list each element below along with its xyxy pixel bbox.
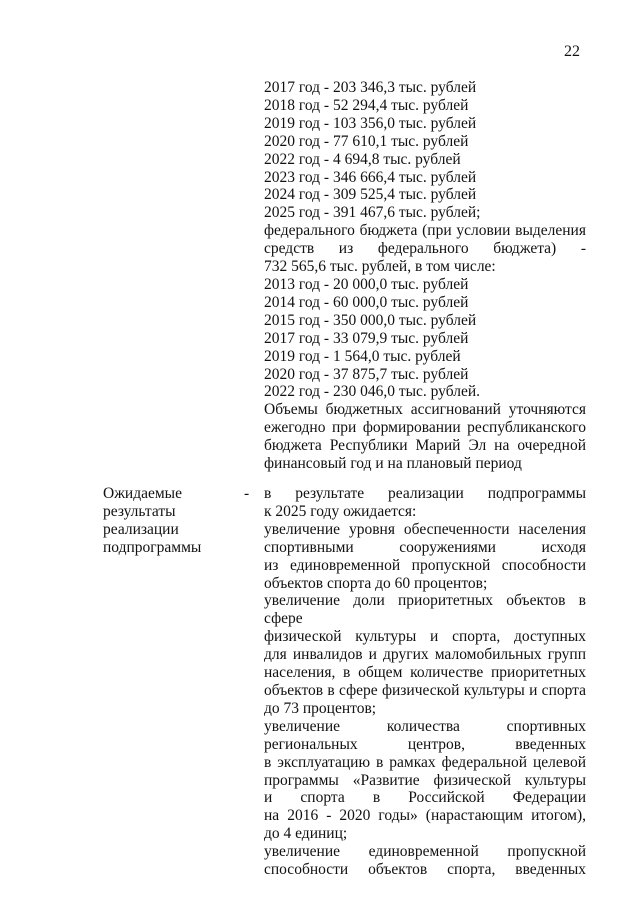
results-text — [264, 485, 586, 879]
results-label-line: подпрограммы — [103, 538, 202, 556]
results-line: для инвалидов и других маломобильных групп — [264, 646, 586, 664]
results-line: увеличение единовременной пропускной — [264, 843, 586, 861]
results-dash: - — [244, 485, 250, 502]
federal-year-line: 2014 год - 60 000,0 тыс. рублей — [264, 293, 469, 311]
budget-year-line: 2020 год - 77 610,1 тыс. рублей — [264, 132, 469, 150]
results-line: до 73 процентов; — [264, 699, 377, 717]
budget-year-line: 2017 год - 203 346,3 тыс. рублей — [264, 79, 477, 96]
results-line: увеличение доли приоритетных объектов в сфере — [264, 592, 586, 628]
budget-section — [264, 79, 586, 473]
results-label-line: результаты — [103, 502, 176, 520]
results-label-line: реализации — [103, 520, 179, 538]
results-line: в результате реализации подпрограммы — [264, 485, 586, 502]
federal-year-line: 2017 год - 33 079,9 тыс. рублей — [264, 329, 469, 347]
federal-year-line: 2019 год - 1 564,0 тыс. рублей — [264, 347, 461, 365]
results-line: к 2025 году ожидается: — [264, 502, 417, 520]
federal-intro-line: 732 565,6 тыс. рублей, в том числе: — [264, 258, 496, 276]
results-label-line: Ожидаемые — [103, 485, 182, 502]
federal-year-line: 2015 год - 350 000,0 тыс. рублей — [264, 311, 477, 329]
budget-year-line: 2019 год - 103 356,0 тыс. рублей — [264, 114, 477, 132]
results-line: из единовременной пропускной способности — [264, 556, 586, 574]
results-line: региональных центров, введенных — [264, 735, 586, 753]
results-line: способности объектов спорта, введенных — [264, 861, 586, 879]
budget-year-line: 2024 год - 309 525,4 тыс. рублей — [264, 186, 477, 204]
results-label — [103, 485, 223, 557]
results-line: увеличение уровня обеспеченности населения — [264, 520, 586, 538]
federal-year-line: 2013 год - 20 000,0 тыс. рублей — [264, 275, 469, 293]
results-line: в эксплуатацию в рамках федеральной целевой — [264, 753, 586, 771]
budget-year-line: 2025 год - 391 467,6 тыс. рублей; — [264, 204, 481, 222]
note-line: ежегодно при формировании республиканского — [264, 419, 586, 437]
results-line: физической культуры и спорта, доступных — [264, 628, 586, 646]
federal-intro-line: средств из федерального бюджета) - — [264, 240, 586, 258]
page-number: 22 — [564, 43, 580, 60]
results-line: на 2016 - 2020 годы» (нарастающим итогом), — [264, 807, 586, 825]
results-line: объектов спорта до 60 процентов; — [264, 574, 488, 592]
federal-intro-line: федерального бюджета (при условии выделения — [264, 222, 586, 240]
budget-year-line: 2018 год - 52 294,4 тыс. рублей — [264, 96, 469, 114]
results-line: объектов в сфере физической культуры и спорта — [264, 681, 586, 699]
budget-year-line: 2022 год - 4 694,8 тыс. рублей — [264, 150, 461, 168]
results-line: до 4 единиц; — [264, 825, 348, 843]
federal-year-line: 2020 год - 37 875,7 тыс. рублей — [264, 365, 469, 383]
results-line: программы «Развитие физической культуры — [264, 771, 586, 789]
budget-year-line: 2023 год - 346 666,4 тыс. рублей — [264, 168, 477, 186]
results-line: и спорта в Российской Федерации — [264, 789, 586, 807]
federal-year-line: 2022 год - 230 046,0 тыс. рублей. — [264, 383, 481, 401]
note-line: бюджета Республики Марий Эл на очередной — [264, 437, 586, 455]
results-line: населения, в общем количестве приоритетных — [264, 664, 586, 682]
note-line: Объемы бюджетных ассигнований уточняются — [264, 401, 586, 419]
note-line: финансовый год и на плановый период — [264, 455, 522, 473]
results-line: спортивными сооружениями исходя — [264, 538, 586, 556]
results-line: увеличение количества спортивных — [264, 717, 586, 735]
